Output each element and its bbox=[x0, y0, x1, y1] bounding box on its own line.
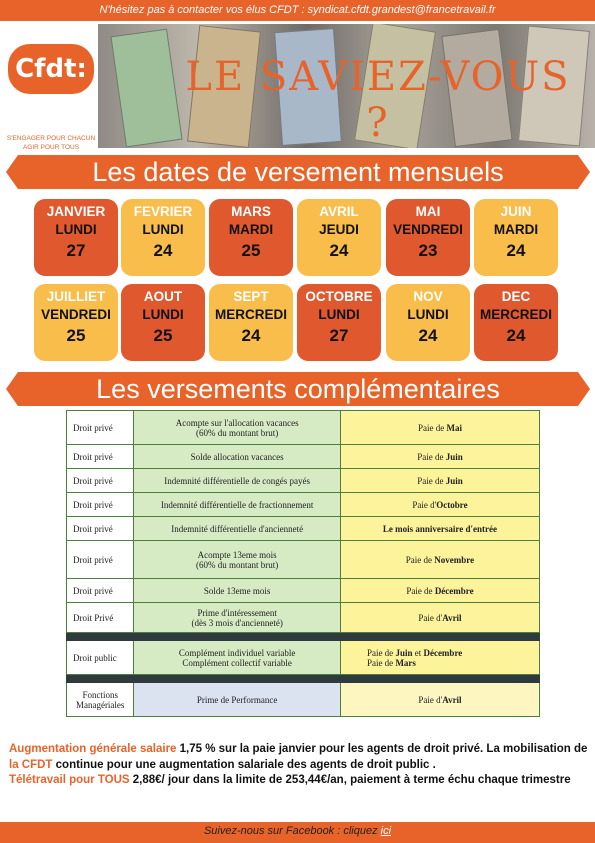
month-name: DEC bbox=[501, 289, 531, 304]
payment-cell bbox=[340, 493, 539, 517]
footer-banner bbox=[0, 822, 595, 843]
weekday: LUNDI bbox=[318, 307, 360, 322]
table-row bbox=[67, 517, 540, 541]
complementary-payments-table bbox=[66, 410, 540, 731]
month-name: SEPT bbox=[233, 289, 269, 304]
payment-cell bbox=[340, 579, 539, 603]
category-cell: Droit Privé bbox=[67, 603, 134, 633]
payment-month: Avril bbox=[442, 694, 462, 705]
banknotes-photo bbox=[98, 24, 595, 148]
description-cell: Prime de Performance bbox=[134, 683, 341, 717]
description-cell bbox=[134, 541, 341, 579]
pay-date: 27 bbox=[66, 241, 86, 260]
month-tile-juilliet bbox=[34, 284, 118, 361]
description-cell bbox=[134, 411, 341, 445]
payment-cell bbox=[340, 517, 539, 541]
month-name: MARS bbox=[231, 204, 271, 219]
month-tile-avril bbox=[297, 199, 381, 276]
category-cell: Droit privé bbox=[67, 579, 134, 603]
month-tile-juin bbox=[474, 199, 558, 276]
weekday: MERCREDI bbox=[479, 307, 552, 322]
table-divider bbox=[67, 675, 540, 683]
description-line: Acompte sur l'allocation vacances bbox=[175, 417, 299, 428]
month-tile-mai bbox=[386, 199, 470, 276]
category-cell: Droit public bbox=[67, 641, 134, 675]
payment-conjunction: et bbox=[412, 647, 424, 658]
description-cell: Indemnité différentielle de fractionnement bbox=[134, 493, 341, 517]
table-row bbox=[67, 445, 540, 469]
payment-month: Avril bbox=[442, 612, 462, 623]
weekday: MARDI bbox=[228, 222, 274, 237]
description-line: (60% du montant brut) bbox=[196, 427, 279, 438]
weekday: JEUDI bbox=[319, 222, 359, 237]
payment-prefix: Paie de bbox=[406, 585, 435, 596]
month-tile-fevrier bbox=[121, 199, 205, 276]
month-name: OCTOBRE bbox=[305, 289, 373, 304]
payment-cell bbox=[340, 469, 539, 493]
pay-date: 24 bbox=[241, 326, 261, 345]
payment-cell bbox=[340, 641, 539, 675]
slogan-line-1: S'ENGAGER POUR CHACUN bbox=[6, 135, 96, 142]
month-name: AVRIL bbox=[319, 204, 359, 219]
table-row-managers bbox=[67, 683, 540, 717]
month-name: AOUT bbox=[143, 289, 183, 304]
table-divider bbox=[67, 633, 540, 641]
payment-cell bbox=[340, 541, 539, 579]
payments-table bbox=[66, 410, 540, 717]
payment-month: Le mois anniversaire d'entrée bbox=[382, 523, 497, 534]
month-tile-sept bbox=[209, 284, 293, 361]
facebook-link[interactable]: ici bbox=[380, 825, 392, 837]
contact-banner bbox=[0, 0, 595, 21]
weekday: LUNDI bbox=[142, 307, 184, 322]
payment-prefix: Paie de bbox=[405, 554, 435, 565]
header bbox=[0, 24, 595, 151]
payment-prefix: Paie d' bbox=[412, 499, 437, 510]
footer-text: Suivez-nous sur Facebook : cliquez bbox=[203, 825, 381, 837]
month-tile-janvier bbox=[34, 199, 118, 276]
pay-date: 23 bbox=[418, 241, 438, 260]
weekday: VENDREDI bbox=[393, 222, 463, 237]
cfdt-logo bbox=[4, 32, 96, 151]
month-tile-nov bbox=[386, 284, 470, 361]
weekday: VENDREDI bbox=[41, 307, 111, 322]
pay-date: 24 bbox=[329, 241, 349, 260]
monthly-dates-title: Les dates de versement mensuels bbox=[92, 157, 504, 187]
description-cell: Indemnité différentielle de congés payés bbox=[134, 469, 341, 493]
pay-date: 24 bbox=[506, 326, 526, 345]
payment-month: Novembre bbox=[434, 554, 475, 565]
weekday: MERCREDI bbox=[214, 307, 287, 322]
telework-text: 2,88€/ jour dans la limite de 253,44€/an, paiement à terme échu chaque trimestre bbox=[129, 774, 571, 786]
complementary-title: Les versements complémentaires bbox=[96, 374, 500, 404]
table-row bbox=[67, 579, 540, 603]
payment-cell bbox=[340, 445, 539, 469]
weekday: MARDI bbox=[493, 222, 539, 237]
month-name: JUILLIET bbox=[46, 289, 106, 304]
category-cell: Droit privé bbox=[67, 445, 134, 469]
category-cell bbox=[67, 683, 134, 717]
payment-prefix: Paie de bbox=[417, 475, 446, 486]
weekday: LUNDI bbox=[407, 307, 449, 322]
month-tile-aout bbox=[121, 284, 205, 361]
payment-month: Juin bbox=[445, 451, 463, 462]
pay-date: 25 bbox=[153, 326, 173, 345]
payment-month: Octobre bbox=[436, 499, 468, 510]
payment-prefix: Paie de bbox=[417, 422, 447, 433]
table-row bbox=[67, 469, 540, 493]
description-cell: Indemnité différentielle d'ancienneté bbox=[134, 517, 341, 541]
payment-cell bbox=[340, 411, 539, 445]
category-line: Managériales bbox=[75, 699, 125, 710]
logo-wordmark: Cfdt: bbox=[8, 44, 94, 94]
description-line: Prime d'intéressement bbox=[197, 607, 277, 618]
salary-increase-label: Augmentation générale salaire bbox=[9, 743, 177, 755]
description-cell bbox=[134, 641, 341, 675]
payment-month: Mars bbox=[395, 657, 416, 668]
payment-month: Mai bbox=[446, 422, 462, 433]
description-line: Complément individuel variable bbox=[178, 647, 296, 658]
month-name: NOV bbox=[413, 289, 443, 304]
category-cell: Droit privé bbox=[67, 493, 134, 517]
category-cell: Droit privé bbox=[67, 517, 134, 541]
pay-date: 24 bbox=[418, 326, 438, 345]
month-name: JUIN bbox=[500, 204, 532, 219]
category-cell: Droit privé bbox=[67, 541, 134, 579]
cfdt-mention: la CFDT bbox=[9, 758, 53, 771]
info-paragraph bbox=[9, 742, 589, 789]
month-tile-dec bbox=[474, 284, 558, 361]
table-row bbox=[67, 493, 540, 517]
payment-prefix: Paie d' bbox=[418, 612, 443, 623]
payment-month: Juin bbox=[445, 475, 463, 486]
contact-text: N'hésitez pas à contacter vos élus CFDT : syndicat.cfdt.grandest@francetravail.fr bbox=[99, 4, 496, 16]
telework-label: Télétravail pour TOUS bbox=[9, 774, 130, 786]
payment-cell bbox=[340, 683, 539, 717]
payment-prefix: Paie de bbox=[417, 451, 446, 462]
description-cell: Solde 13eme mois bbox=[134, 579, 341, 603]
table-row-public bbox=[67, 641, 540, 675]
category-line: Fonctions bbox=[82, 689, 118, 700]
monthly-dates-heading bbox=[18, 155, 578, 189]
pay-date: 25 bbox=[241, 241, 261, 260]
pay-date: 24 bbox=[506, 241, 526, 260]
logo-slogan bbox=[4, 134, 98, 152]
weekday: LUNDI bbox=[142, 222, 184, 237]
pay-date: 24 bbox=[153, 241, 173, 260]
payment-prefix: Paie de bbox=[366, 657, 396, 668]
description-cell bbox=[134, 603, 341, 633]
payment-month: Décembre bbox=[434, 585, 474, 596]
weekday: LUNDI bbox=[55, 222, 97, 237]
month-tile-octobre bbox=[297, 284, 381, 361]
pay-date: 25 bbox=[66, 326, 86, 345]
category-cell: Droit privé bbox=[67, 411, 134, 445]
description-line: (dès 3 mois d'ancienneté) bbox=[191, 617, 283, 628]
table-row bbox=[67, 411, 540, 445]
payment-prefix: Paie de bbox=[366, 647, 396, 658]
payment-cell bbox=[340, 603, 539, 633]
table-row bbox=[67, 603, 540, 633]
salary-increase-text: 1,75 % sur la paie janvier pour les agents de droit privé. La mobilisation de bbox=[176, 743, 588, 755]
payment-prefix: Paie d' bbox=[418, 694, 443, 705]
description-cell: Solde allocation vacances bbox=[134, 445, 341, 469]
description-line: (60% du montant brut) bbox=[196, 559, 279, 570]
mobilisation-text: continue pour une augmentation salariale des agents de droit public . bbox=[52, 758, 436, 771]
slogan-line-2: AGIR POUR TOUS bbox=[22, 144, 80, 151]
month-name: MAI bbox=[415, 204, 441, 219]
pay-date: 27 bbox=[329, 326, 349, 345]
month-tile-mars bbox=[209, 199, 293, 276]
payment-month: Juin bbox=[395, 647, 413, 658]
headline: LE SAVIEZ-VOUS ? bbox=[185, 54, 571, 146]
payment-month: Décembre bbox=[423, 647, 463, 658]
description-line: Acompte 13eme mois bbox=[197, 549, 277, 560]
month-name: FEVRIER bbox=[133, 204, 193, 219]
table-row bbox=[67, 541, 540, 579]
month-name: JANVIER bbox=[46, 204, 106, 219]
complementary-heading bbox=[18, 372, 578, 406]
category-cell: Droit privé bbox=[67, 469, 134, 493]
description-line: Complément collectif variable bbox=[182, 657, 292, 668]
